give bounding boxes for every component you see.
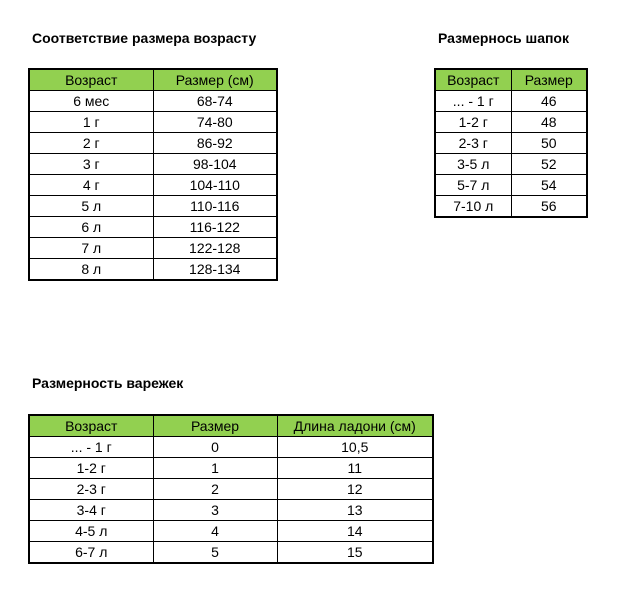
palm-length-cell: 12 [277,479,433,500]
column-header-age: Возраст [29,415,153,437]
age-cell: 5-7 л [435,175,511,196]
palm-length-cell: 10,5 [277,437,433,458]
size-cell: 50 [511,133,587,154]
palm-length-cell: 11 [277,458,433,479]
hat-table-title: Размернось шапок [438,30,569,46]
age-cell: 3-5 л [435,154,511,175]
palm-length-cell: 15 [277,542,433,564]
table-row [29,259,277,281]
size-cell: 46 [511,91,587,112]
age-cell: 1-2 г [435,112,511,133]
table-row [29,500,433,521]
table-header-row [29,69,277,91]
table-row [435,133,587,154]
column-header-age: Возраст [29,69,153,91]
table-row [29,154,277,175]
table-row [29,542,433,564]
size-cell: 0 [153,437,277,458]
size-cell: 110-116 [153,196,277,217]
size-cell: 116-122 [153,217,277,238]
table-row [29,112,277,133]
age-cell: 6-7 л [29,542,153,564]
table-row [29,133,277,154]
table-row [29,217,277,238]
table-row [29,479,433,500]
size-cell: 98-104 [153,154,277,175]
size-cell: 52 [511,154,587,175]
mitten-size-table [28,414,434,564]
palm-length-cell: 13 [277,500,433,521]
table-row [29,521,433,542]
size-cell: 86-92 [153,133,277,154]
table-row [29,437,433,458]
table-row [29,196,277,217]
table-row [29,458,433,479]
age-cell: 2-3 г [29,479,153,500]
age-cell: 8 л [29,259,153,281]
mitten-table-title: Размерность варежек [32,375,184,391]
age-cell: 1 г [29,112,153,133]
table-row [435,175,587,196]
size-cell: 56 [511,196,587,218]
age-cell: 3 г [29,154,153,175]
age-cell: 4-5 л [29,521,153,542]
size-cell: 122-128 [153,238,277,259]
age-cell: 2-3 г [435,133,511,154]
size-cell: 68-74 [153,91,277,112]
size-cell: 128-134 [153,259,277,281]
age-cell: 6 л [29,217,153,238]
size-cell: 104-110 [153,175,277,196]
age-cell: 3-4 г [29,500,153,521]
age-cell: 1-2 г [29,458,153,479]
age-cell: 7 л [29,238,153,259]
size-cell: 74-80 [153,112,277,133]
size-cell: 54 [511,175,587,196]
column-header-size: Размер [511,69,587,91]
size-cell: 48 [511,112,587,133]
age-cell: 6 мес [29,91,153,112]
table-row [435,112,587,133]
size-cell: 4 [153,521,277,542]
size-cell: 2 [153,479,277,500]
table-row [435,91,587,112]
table-header-row [29,415,433,437]
table-row [435,196,587,218]
table-row [29,238,277,259]
age-table-title: Соответствие размера возрасту [32,30,257,46]
age-cell: ... - 1 г [435,91,511,112]
table-row [29,175,277,196]
size-cell: 3 [153,500,277,521]
age-cell: 4 г [29,175,153,196]
palm-length-cell: 14 [277,521,433,542]
column-header-size: Размер [153,415,277,437]
column-header-age: Возраст [435,69,511,91]
column-header-palm-length: Длина ладони (см) [277,415,433,437]
size-cell: 5 [153,542,277,564]
column-header-size: Размер (см) [153,69,277,91]
age-size-table [28,68,278,281]
age-cell: 2 г [29,133,153,154]
age-cell: ... - 1 г [29,437,153,458]
table-header-row [435,69,587,91]
table-row [435,154,587,175]
age-cell: 5 л [29,196,153,217]
size-cell: 1 [153,458,277,479]
table-row [29,91,277,112]
age-cell: 7-10 л [435,196,511,218]
hat-size-table [434,68,588,218]
